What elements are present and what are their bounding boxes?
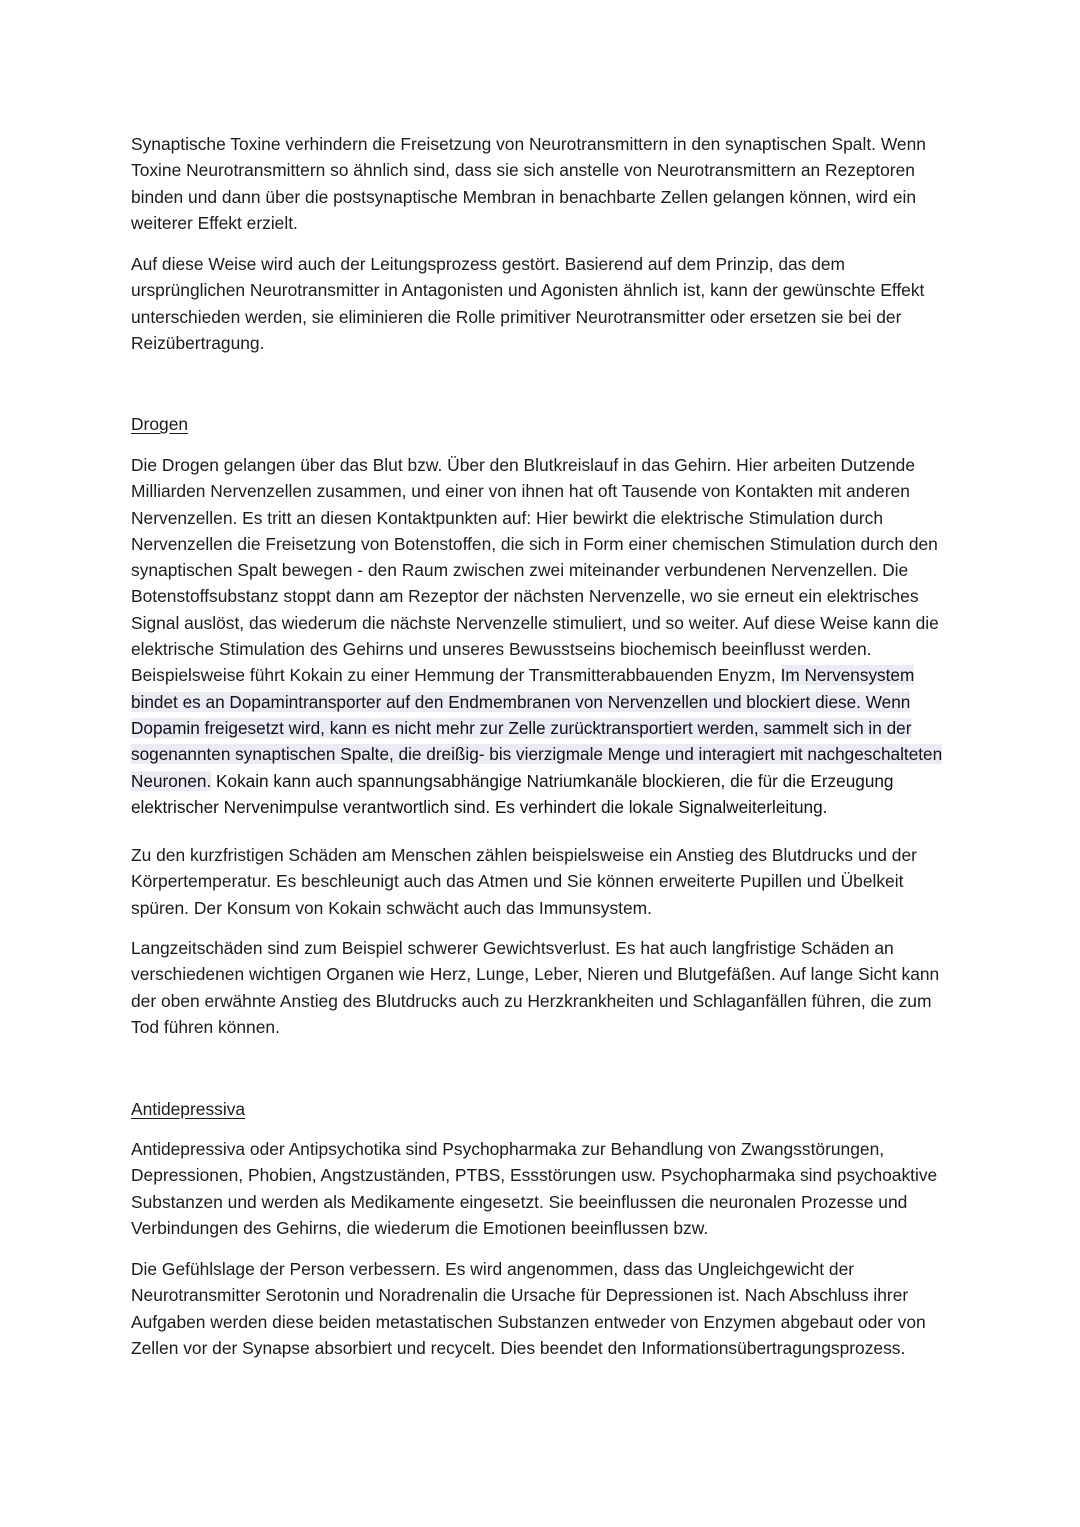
paragraph-synaptic-toxins: Synaptische Toxine verhindern die Freisetzung von Neurotransmittern in den synaptischen Spalt. Wenn Toxine Neurotransmittern so ähnlich sind, dass sie sich anstelle von Neurotransmittern an Rezeptoren binden und dann über die postsynaptische Membran in benachbarte Zellen gelangen können, wird ein weiterer Effekt erzielt. [131, 134, 926, 233]
section-heading-antidepressiva: Antidepressiva [131, 1099, 246, 1119]
pasted-plain-text: Kokain kann auch spannungsabhängige Natriumkanäle blockieren, die für die Erzeugung elektrischer Nervenimpulse verantwortlich sind. Es verhindert die lokale Signalweiterleitung. [131, 770, 894, 817]
paragraph-conduction-process: Auf diese Weise wird auch der Leitungsprozess gestört. Basierend auf dem Prinzip, das dem ursprünglichen Neurotransmitter in Antagonisten und Agonisten ähnlich ist, kann der gewünschte Effekt unterschieden werden, sie eliminieren die Rolle primitiver Neurotransmitter oder ersetzen sie bei der Reizübertragung. [131, 254, 925, 353]
paragraph-neurotransmitter-imbalance: Die Gefühlslage der Person verbessern. Es wird angenommen, dass das Ungleichgewicht der Neurotransmitter Serotonin und Noradrenalin die Ursache für Depressionen ist. Nach Abschluss ihrer Aufgaben werden diese beiden metastatischen Substanzen entweder von Enzymen abgebaut oder von Zellen vor der Synapse absorbiert und recycelt. Dies beendet den Informationsübertragungsprozess. [131, 1259, 926, 1358]
paragraph-short-term-damage: Zu den kurzfristigen Schäden am Menschen zählen beispielsweise ein Anstieg des Blutdrucks und der Körpertemperatur. Es beschleunigt auch das Atmen und Sie können erweiterte Pupillen und Übelkeit spüren. Der Konsum von Kokain schwächt auch das Immunsystem. [131, 845, 917, 918]
section-heading-drogen: Drogen [131, 414, 189, 434]
drogen-intro-text: Die Drogen gelangen über das Blut bzw. Über den Blutkreislauf in das Gehirn. Hier arbeiten Dutzende Milliarden Nervenzellen zusammen, und einer von ihnen hat oft Tausende von Kontakten mit anderen Nervenzellen. Es tritt an diesen Kontaktpunkten auf: Hier bewirkt die elektrische Stimulation durch Nervenzellen die Freisetzung von Botenstoffen, die sich in Form einer chemischen Stimulation durch den synaptischen Spalt bewegen - den Raum zwischen zwei miteinander verbundenen Nervenzellen. Die Botenstoffsubstanz stoppt dann am Rezeptor der nächsten Nervenzelle, wo sie erneut ein elektrisches Signal auslöst, das wiederum die nächste Nervenzelle stimuliert, und so weiter. Auf diese Weise kann die elektrische Stimulation des Gehirns und unseres Bewusstseins biochemisch beeinflusst werden. Beispielsweise führt Kokain zu einer Hemmung der Transmitterabbauenden Enyzm, [131, 455, 939, 686]
paragraph-drogen-mechanism [131, 452, 953, 820]
pasted-highlighted-text: Im Nervensystem bindet es an Dopamintransporter auf den Endmembranen von Nervenzellen und blockiert diese. Wenn Dopamin freigesetzt wird, kann es nicht mehr zur Zelle zurücktransportiert werden, sammelt sich in der sogenannten synaptischen Spalte, die dreißig- bis vierzigmale Menge und interagiert mit nachgeschalteten Neuronen. [131, 665, 943, 791]
paragraph-long-term-damage: Langzeitschäden sind zum Beispiel schwerer Gewichtsverlust. Es hat auch langfristige Schäden an verschiedenen wichtigen Organen wie Herz, Lunge, Leber, Nieren und Blutgefäßen. Auf lange Sicht kann der oben erwähnte Anstieg des Blutdrucks auch zu Herzkrankheiten und Schlaganfällen führen, die zum Tod führen können. [131, 938, 940, 1037]
paragraph-antidepressiva-definition: Antidepressiva oder Antipsychotika sind Psychopharmaka zur Behandlung von Zwangsstörungen, Depressionen, Phobien, Angstzuständen, PTBS, Essstörungen usw. Psychopharmaka sind psychoaktive Substanzen und werden als Medikamente eingesetzt. Sie beeinflussen die neuronalen Prozesse und Verbindungen des Gehirns, die wiederum die Emotionen beeinflussen bzw. [131, 1139, 938, 1238]
